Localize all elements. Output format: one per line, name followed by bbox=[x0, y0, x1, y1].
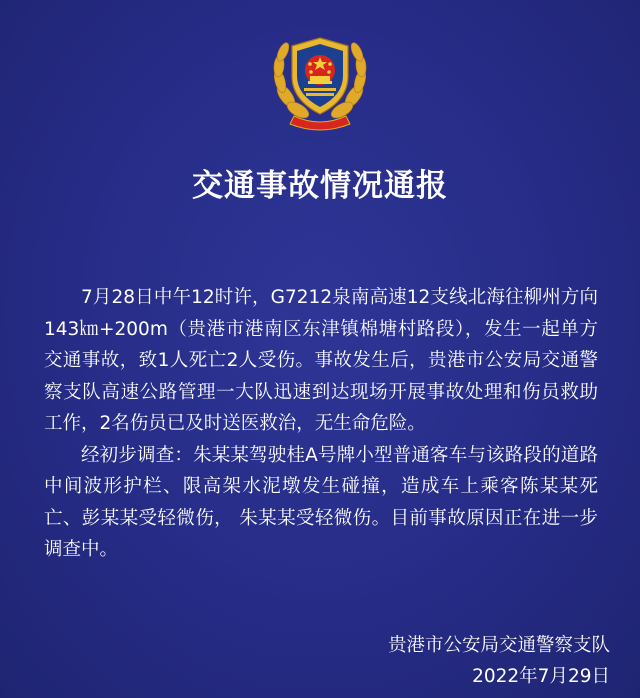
signature-date: 2022年7月29日 bbox=[472, 666, 610, 687]
signature-block bbox=[388, 630, 610, 692]
page-title: 交通事故情况通报 bbox=[192, 168, 448, 204]
paragraph-investigation: 经初步调查：朱某某驾驶桂A号牌小型普通客车与该路段的道路中间波形护栏、限高架水泥墩发生碰撞，造成车上乘客陈某某死亡、彭某某受轻微伤， 朱某某受轻微伤。目前事故原因正在进一步调查中。 bbox=[44, 444, 598, 560]
notice-body bbox=[44, 282, 598, 566]
paragraph-incident: 7月28日中午12时许，G7212泉南高速12支线北海往柳州方向143㎞+200m（贵港市港南区东津镇棉塘村路段），发生一起单方交通事故，致1人死亡2人受伤。事故发生后，贵港市公安局交通警察支队高速公路管理一大队迅速到达现场开展事故处理和伤员救助工作，2名伤员已及时送医救治，无生命危险。 bbox=[44, 287, 598, 434]
signature-organization: 贵港市公安局交通警察支队 bbox=[387, 635, 610, 656]
police-emblem-icon bbox=[264, 24, 376, 136]
